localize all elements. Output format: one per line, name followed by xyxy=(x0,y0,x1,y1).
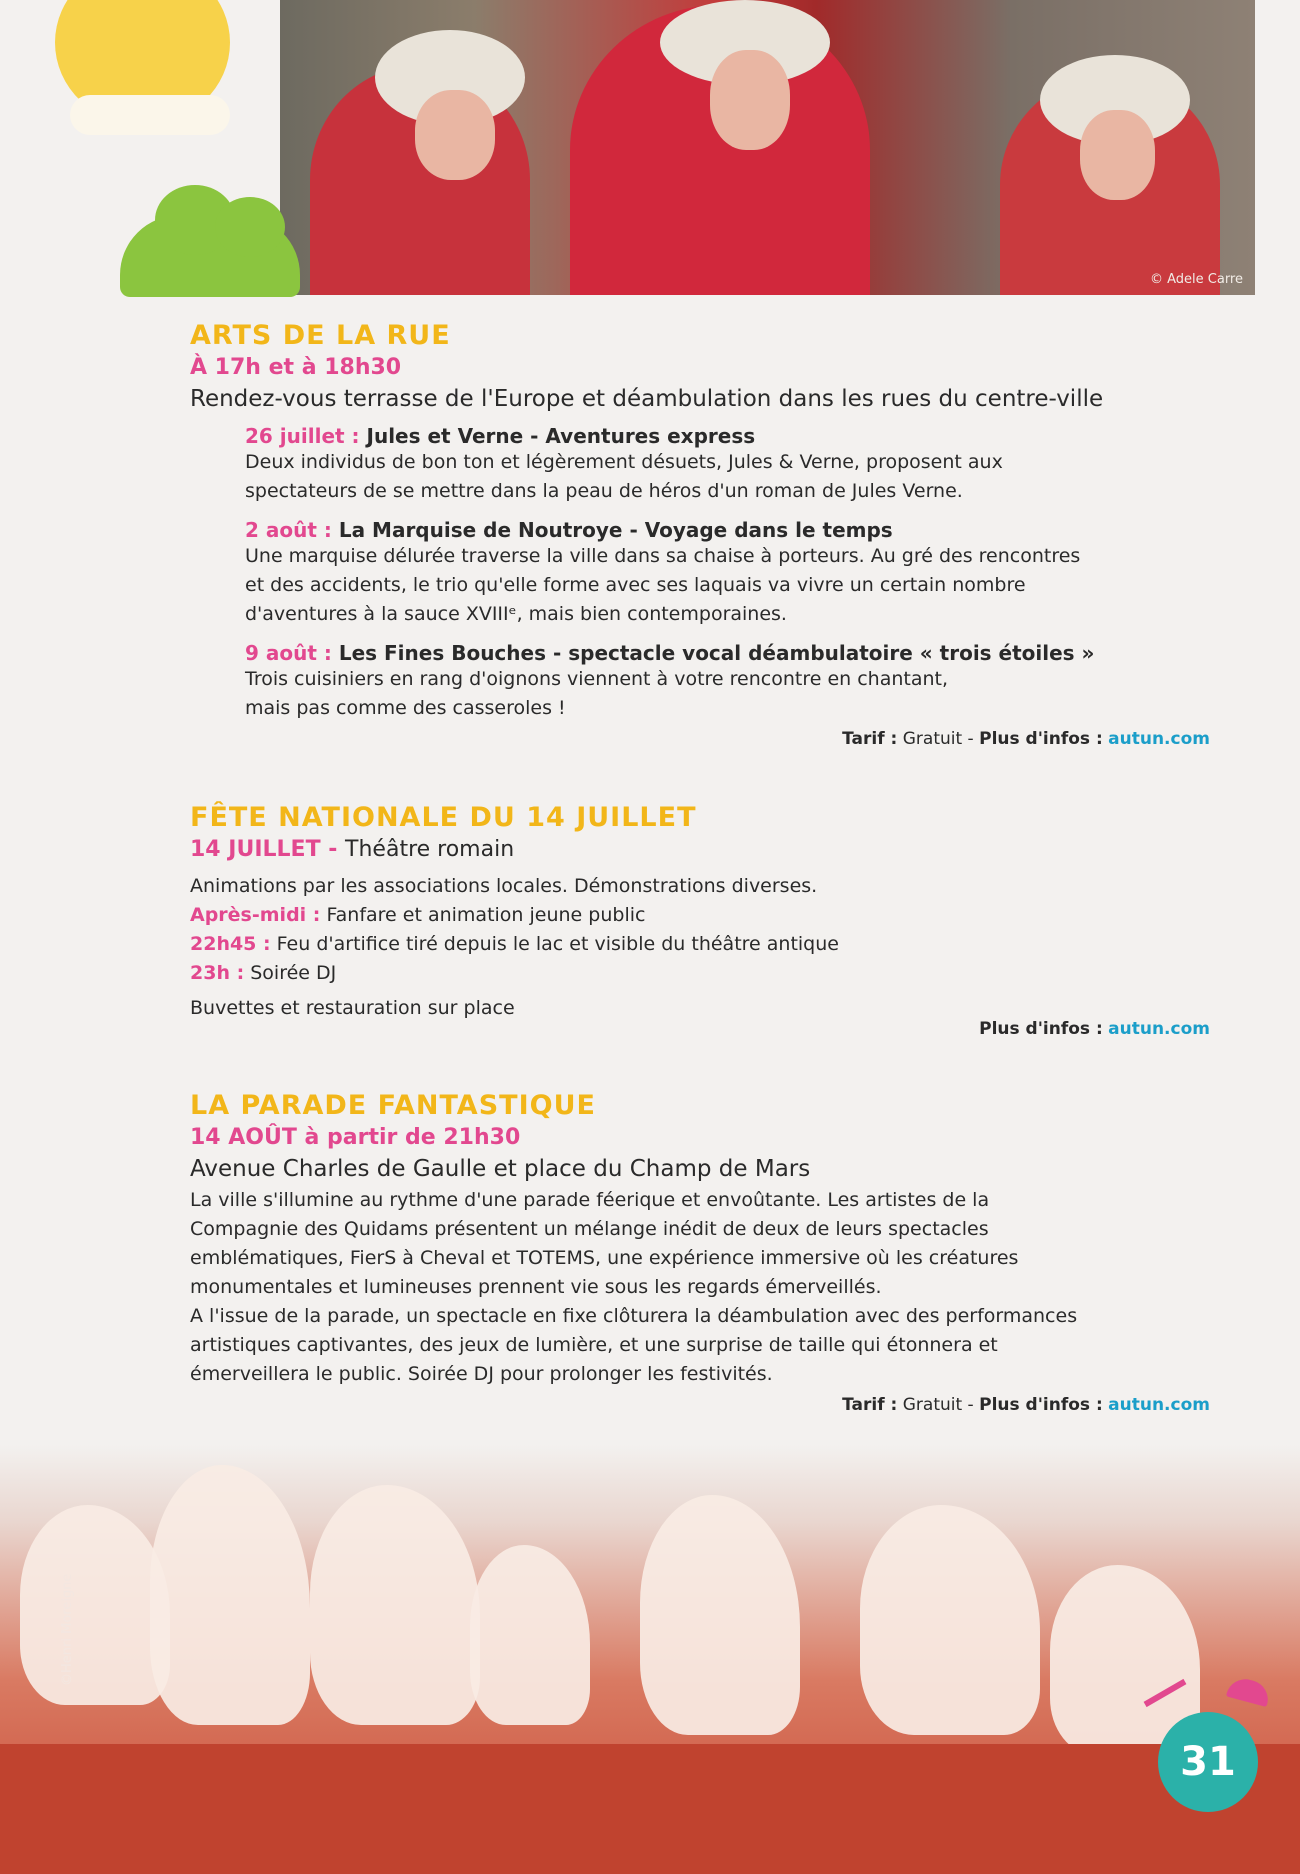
section-body xyxy=(190,872,1210,1023)
illuminated-horse-shape xyxy=(310,1485,480,1725)
section-title: ARTS DE LA RUE xyxy=(190,320,451,351)
event-description xyxy=(245,665,1210,723)
section-arts-de-la-rue xyxy=(190,320,1210,749)
illuminated-horse-shape xyxy=(20,1505,170,1705)
text-line: emblématiques, FierS à Cheval et TOTEMS, une expérience immersive où les créatures xyxy=(190,1247,1019,1269)
text-line: artistiques captivantes, des jeux de lumière, et une surprise de taille qui étonnera et xyxy=(190,1334,998,1356)
text-line: mais pas comme des casseroles ! xyxy=(245,697,566,719)
text-line: Deux individus de bon ton et légèrement désuets, Jules & Verne, proposent aux xyxy=(245,451,1003,473)
parade-horses-photo xyxy=(0,1445,1300,1874)
illuminated-horse-shape xyxy=(470,1545,590,1725)
event-title: Les Fines Bouches - spectacle vocal déambulatoire « trois étoiles » xyxy=(338,641,1095,665)
info-line: Tarif : Gratuit - Plus d'infos : autun.com xyxy=(842,729,1210,749)
intro-text: Animations par les associations locales. Démonstrations diverses. xyxy=(190,875,818,897)
page-number: 31 xyxy=(1180,1739,1236,1785)
event-item xyxy=(245,641,1210,723)
schedule-item xyxy=(190,901,1210,930)
schedule-time: 22h45 : xyxy=(190,933,271,955)
more-info-label: Plus d'infos : xyxy=(979,729,1103,749)
bush-decoration xyxy=(120,215,300,297)
event-heading xyxy=(245,424,1210,448)
event-heading xyxy=(245,641,1210,665)
section-parade-fantastique xyxy=(190,1090,1210,1415)
text-line: A l'issue de la parade, un spectacle en fixe clôturera la déambulation avec des performances xyxy=(190,1305,1078,1327)
text-line: monumentales et lumineuses prennent vie sous les regards émerveillés. xyxy=(190,1276,882,1298)
tarif-label: Tarif : xyxy=(842,729,898,749)
event-title: Jules et Verne - Aventures express xyxy=(366,424,756,448)
more-info-label: Plus d'infos : xyxy=(979,1395,1103,1415)
section-time: 14 AOÛT à partir de 21h30 xyxy=(190,1125,521,1150)
tarif-value: Gratuit xyxy=(902,729,963,749)
section-location: Théâtre romain xyxy=(345,837,515,862)
website-link[interactable]: autun.com xyxy=(1108,729,1210,749)
section-date: 14 JUILLET - xyxy=(190,837,338,862)
event-item xyxy=(245,424,1210,506)
face-shape xyxy=(415,90,495,180)
section-title: FÊTE NATIONALE DU 14 JUILLET xyxy=(190,802,697,833)
illuminated-horse-shape xyxy=(640,1495,800,1735)
event-description xyxy=(245,542,1210,629)
cloud-decoration xyxy=(70,95,230,135)
schedule-time: 23h : xyxy=(190,962,245,984)
section-title: LA PARADE FANTASTIQUE xyxy=(190,1090,596,1121)
section-fete-nationale xyxy=(190,802,1210,1039)
face-shape xyxy=(1080,110,1155,200)
page-number-badge xyxy=(1158,1712,1258,1812)
illuminated-horse-shape xyxy=(860,1505,1040,1735)
event-title: La Marquise de Noutroye - Voyage dans le temps xyxy=(338,518,893,542)
photo-credit: ©Henri Moreigne xyxy=(60,1573,75,1686)
website-link[interactable]: autun.com xyxy=(1108,1019,1210,1039)
info-line: Tarif : Gratuit - Plus d'infos : autun.com xyxy=(842,1395,1210,1415)
photo-credit: © Adele Carre xyxy=(1149,272,1243,287)
section-time-row xyxy=(190,837,1210,862)
schedule-text: Feu d'artifice tiré depuis le lac et visible du théâtre antique xyxy=(276,933,839,955)
outro-text: Buvettes et restauration sur place xyxy=(190,997,515,1019)
section-location: Rendez-vous terrasse de l'Europe et déambulation dans les rues du centre-ville xyxy=(190,386,1104,412)
schedule-text: Fanfare et animation jeune public xyxy=(326,904,646,926)
tarif-label: Tarif : xyxy=(842,1395,898,1415)
event-item xyxy=(245,518,1210,629)
text-line: et des accidents, le trio qu'elle forme avec ses laquais va vivre un certain nombre xyxy=(245,574,1026,596)
section-body xyxy=(190,1186,1210,1389)
text-line: La ville s'illumine au rythme d'une parade féerique et envoûtante. Les artistes de la xyxy=(190,1189,990,1211)
street-performers-photo xyxy=(280,0,1255,295)
event-date: 9 août : xyxy=(245,641,332,665)
face-shape xyxy=(710,50,790,150)
website-link[interactable]: autun.com xyxy=(1108,1395,1210,1415)
section-time: À 17h et à 18h30 xyxy=(190,355,402,380)
event-list xyxy=(245,424,1210,723)
event-description xyxy=(245,448,1210,506)
text-line: spectateurs de se mettre dans la peau de héros d'un roman de Jules Verne. xyxy=(245,480,963,502)
event-date: 2 août : xyxy=(245,518,332,542)
red-ground xyxy=(0,1744,1300,1874)
tarif-value: Gratuit xyxy=(902,1395,963,1415)
more-info-label: Plus d'infos : xyxy=(979,1019,1103,1039)
event-date: 26 juillet : xyxy=(245,424,360,448)
text-line: Compagnie des Quidams présentent un mélange inédit de deux de leurs spectacles xyxy=(190,1218,989,1240)
illuminated-horse-shape xyxy=(150,1465,310,1725)
text-line: Trois cuisiniers en rang d'oignons viennent à votre rencontre en chantant, xyxy=(245,668,949,690)
text-line: émerveillera le public. Soirée DJ pour prolonger les festivités. xyxy=(190,1363,773,1385)
text-line: Une marquise délurée traverse la ville dans sa chaise à porteurs. Au gré des rencontres xyxy=(245,545,1081,567)
schedule-item xyxy=(190,930,1210,959)
schedule-time: Après-midi : xyxy=(190,904,321,926)
schedule-text: Soirée DJ xyxy=(250,962,337,984)
schedule-item xyxy=(190,959,1210,988)
section-location: Avenue Charles de Gaulle et place du Champ de Mars xyxy=(190,1156,811,1182)
event-heading xyxy=(245,518,1210,542)
text-line: d'aventures à la sauce XVIIIᵉ, mais bien contemporaines. xyxy=(245,603,787,625)
